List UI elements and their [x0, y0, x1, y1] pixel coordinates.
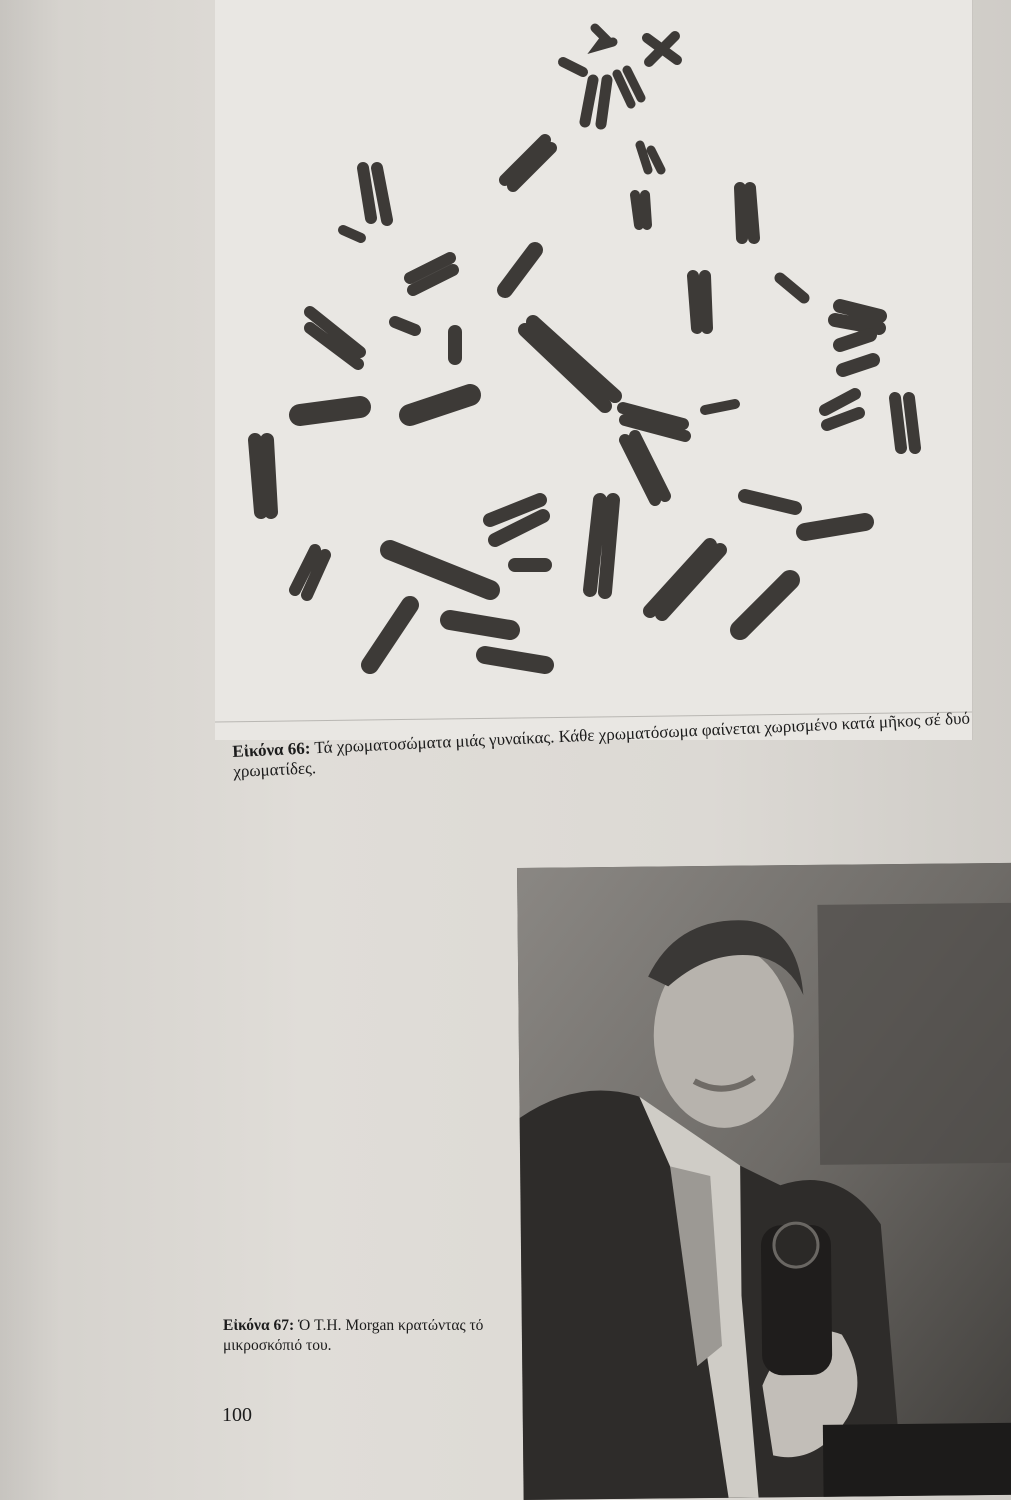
chromosome-illustration [215, 0, 972, 740]
chromosome-shape [300, 407, 360, 415]
chromosome-shape [490, 500, 543, 540]
chromosome-shape [650, 545, 720, 614]
figure-67-caption [223, 1316, 503, 1356]
chromosome-shape [255, 440, 271, 512]
chromosome-shape [410, 258, 453, 290]
chromosome-shape [395, 322, 415, 330]
morgan-portrait-photo [517, 863, 1011, 1500]
figure-67-label: Εἰκόνα 67: [223, 1317, 295, 1334]
chromosome-shape [563, 62, 583, 72]
chromosome-photo [215, 0, 973, 740]
chromosome-shape [343, 230, 361, 238]
page-gutter-shadow [0, 0, 60, 1500]
chromosome-shape [647, 36, 677, 62]
chromosome-shape [585, 80, 607, 124]
chromosome-shape [705, 404, 735, 410]
portrait-illustration [517, 863, 1011, 1500]
chromosome-shape [825, 394, 859, 425]
microscope-eyepiece [774, 1223, 818, 1267]
chromosome-shape [370, 605, 410, 665]
chromosome-shape [450, 620, 510, 630]
chromosome-shape [835, 306, 880, 328]
chromosome-shape [895, 398, 915, 448]
chromosome-shape [295, 550, 325, 595]
chromosome-shape [740, 188, 754, 238]
chromosome-shape [505, 250, 535, 290]
chromosome-shape [640, 145, 661, 170]
chromosome-shape [635, 195, 647, 225]
chromosome-shape [740, 580, 790, 630]
chromosome-shape [363, 168, 387, 220]
background-shelf [817, 903, 1011, 1165]
chromosome-shape [410, 395, 470, 415]
chromosome-shape [745, 496, 795, 508]
chromosome-shape [390, 550, 490, 590]
table-shadow [823, 1423, 1011, 1497]
chromosome-shape [595, 28, 613, 46]
chromosome-shape [485, 655, 545, 665]
chromosome-shape [780, 278, 804, 298]
figure-67-text: Ὁ T.H. Morgan κρατώντας τό μικροσκόπιό του. [223, 1317, 484, 1354]
chromosome-shape [310, 312, 360, 364]
chromosome-shape [840, 335, 873, 370]
chromosome-shape [525, 322, 615, 406]
chromosome-shape [505, 140, 551, 186]
page-number: 100 [222, 1404, 252, 1426]
figure-66-text: Τά χρωματοσώματα μιάς γυναίκας. Κάθε χρωματόσωμα φαίνεται χωρισμένο κατά μῆκος σέ δυό χρωματίδες. [232, 708, 971, 781]
chromosome-shape [617, 70, 641, 104]
chromosome-shape [693, 276, 707, 328]
chromosome-shape [805, 522, 865, 532]
chromosome-shape [625, 436, 665, 500]
figure-66-label: Εἰκόνα 66: [232, 738, 311, 761]
chromosome-shape [590, 500, 613, 592]
